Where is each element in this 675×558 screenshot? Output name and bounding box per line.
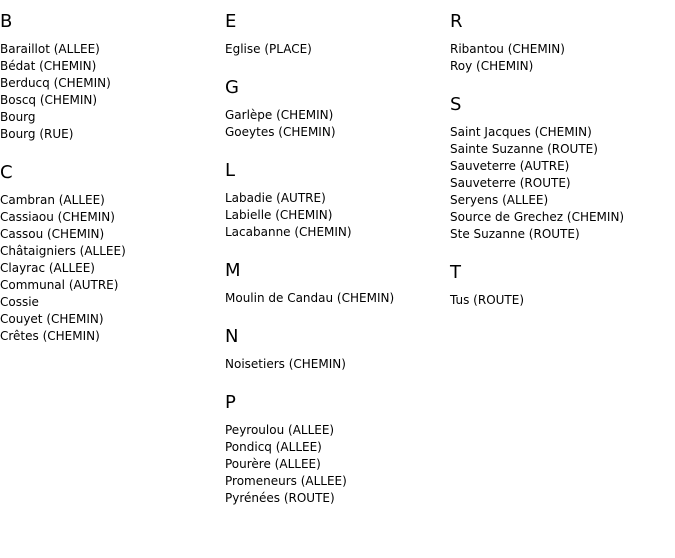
letter-section (225, 260, 445, 307)
street-link[interactable]: Roy (CHEMIN) (450, 59, 534, 73)
letter-section (225, 326, 445, 373)
street-link[interactable]: Sauveterre (AUTRE) (450, 159, 570, 173)
street-list (450, 41, 670, 75)
letter-section (450, 94, 670, 243)
street-link[interactable]: Goeytes (CHEMIN) (225, 125, 336, 139)
street-link[interactable]: Moulin de Candau (CHEMIN) (225, 291, 395, 305)
street-link[interactable]: Bourg (0, 110, 36, 124)
street-link[interactable]: Couyet (CHEMIN) (0, 312, 104, 326)
street-link[interactable]: Eglise (PLACE) (225, 42, 312, 56)
street-link[interactable]: Pourère (ALLEE) (225, 457, 321, 471)
street-link[interactable]: Labadie (AUTRE) (225, 191, 326, 205)
section-letter-heading: N (225, 326, 239, 347)
street-link[interactable]: Sainte Suzanne (ROUTE) (450, 142, 598, 156)
street-link[interactable]: Lacabanne (CHEMIN) (225, 225, 352, 239)
street-list (450, 292, 670, 309)
section-letter-heading: C (0, 162, 13, 183)
letter-section (0, 11, 220, 143)
street-link[interactable]: Châtaigniers (ALLEE) (0, 244, 126, 258)
section-letter-heading: R (450, 11, 463, 32)
street-link[interactable]: Baraillot (ALLEE) (0, 42, 100, 56)
street-link[interactable]: Berducq (CHEMIN) (0, 76, 111, 90)
street-list (225, 290, 445, 307)
street-index-column-1 (0, 0, 220, 364)
letter-section (225, 77, 445, 141)
street-link[interactable]: Pondicq (ALLEE) (225, 440, 322, 454)
street-link[interactable]: Peyroulou (ALLEE) (225, 423, 335, 437)
street-list (225, 356, 445, 373)
letter-section (0, 162, 220, 345)
street-link[interactable]: Ste Suzanne (ROUTE) (450, 227, 580, 241)
street-link[interactable]: Cassiaou (CHEMIN) (0, 210, 115, 224)
street-list (225, 422, 445, 507)
section-letter-heading: G (225, 77, 239, 98)
street-link[interactable]: Pyrénées (ROUTE) (225, 491, 335, 505)
letter-section (225, 392, 445, 507)
section-letter-heading: B (0, 11, 13, 32)
street-link[interactable]: Clayrac (ALLEE) (0, 261, 95, 275)
street-index-column-3 (450, 0, 670, 328)
street-link[interactable]: Labielle (CHEMIN) (225, 208, 333, 222)
street-list (225, 190, 445, 241)
letter-section (450, 11, 670, 75)
street-index-column-2 (225, 0, 445, 526)
street-list (450, 124, 670, 243)
street-link[interactable]: Tus (ROUTE) (450, 293, 525, 307)
street-link[interactable]: Saint Jacques (CHEMIN) (450, 125, 592, 139)
letter-section (225, 11, 445, 58)
section-letter-heading: M (225, 260, 241, 281)
street-link[interactable]: Source de Grechez (CHEMIN) (450, 210, 625, 224)
street-link[interactable]: Bourg (RUE) (0, 127, 74, 141)
street-link[interactable]: Cassou (CHEMIN) (0, 227, 105, 241)
street-list (225, 107, 445, 141)
street-link[interactable]: Garlèpe (CHEMIN) (225, 108, 334, 122)
section-letter-heading: P (225, 392, 236, 413)
street-link[interactable]: Cossie (0, 295, 39, 309)
street-link[interactable]: Seryens (ALLEE) (450, 193, 549, 207)
street-link[interactable]: Bédat (CHEMIN) (0, 59, 97, 73)
street-link[interactable]: Cambran (ALLEE) (0, 193, 105, 207)
section-letter-heading: L (225, 160, 236, 181)
street-list (225, 41, 445, 58)
street-link[interactable]: Communal (AUTRE) (0, 278, 119, 292)
section-letter-heading: S (450, 94, 462, 115)
street-link[interactable]: Noisetiers (CHEMIN) (225, 357, 346, 371)
letter-section (450, 262, 670, 309)
section-letter-heading: T (450, 262, 461, 283)
street-list (0, 192, 220, 345)
street-link[interactable]: Promeneurs (ALLEE) (225, 474, 347, 488)
street-link[interactable]: Sauveterre (ROUTE) (450, 176, 571, 190)
street-link[interactable]: Boscq (CHEMIN) (0, 93, 98, 107)
section-letter-heading: E (225, 11, 237, 32)
letter-section (225, 160, 445, 241)
street-link[interactable]: Crêtes (CHEMIN) (0, 329, 100, 343)
street-list (0, 41, 220, 143)
street-link[interactable]: Ribantou (CHEMIN) (450, 42, 565, 56)
